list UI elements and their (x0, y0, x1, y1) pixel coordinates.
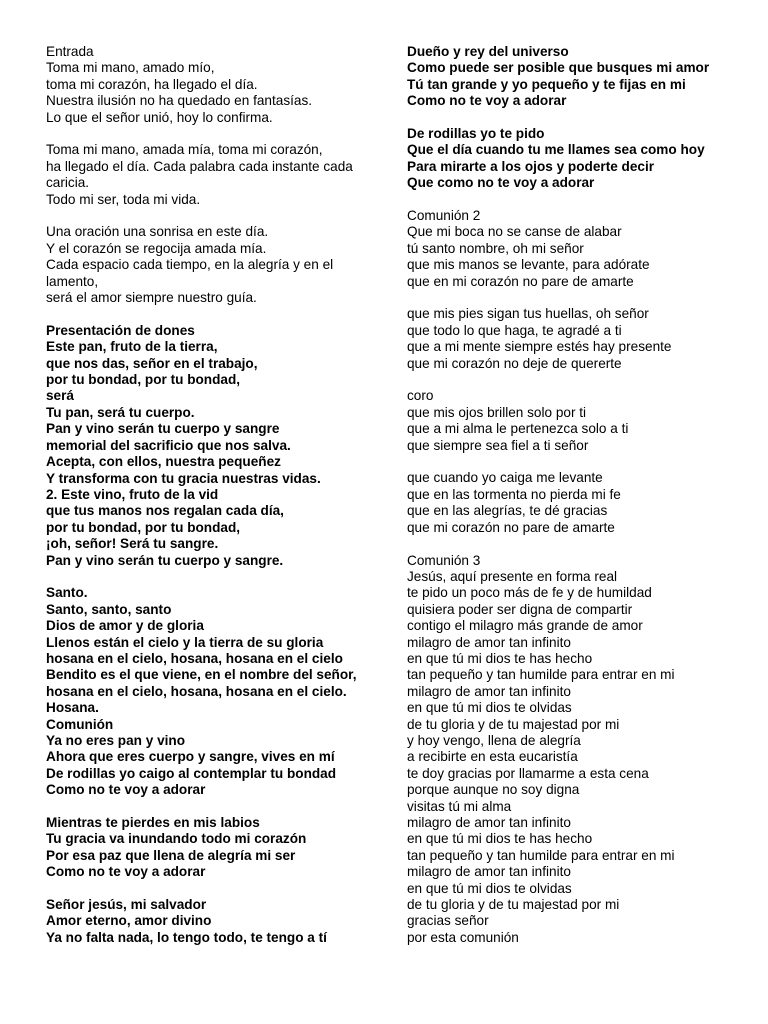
lyric-line: será (46, 388, 74, 404)
lyric-line: Entrada (46, 44, 94, 59)
right-column-stanza (407, 44, 727, 110)
lyric-line: visitas tú mi alma (407, 798, 512, 814)
lyric-line: que nos das, señor en el trabajo, (46, 355, 258, 371)
lyric-line: Pan y vino serán tu cuerpo y sangre. (46, 552, 284, 568)
lyric-line: de tu gloria y de tu majestad por mi (407, 897, 620, 913)
lyric-line: Dueño y rey del universo (407, 44, 569, 59)
lyric-line: Mientras te pierdes en mis labios (46, 815, 260, 831)
lyric-line: te pido un poco más de fe y de humildad (407, 585, 652, 601)
lyric-line: que mis manos se levante, para adórate (407, 257, 650, 273)
left-column-stanza (46, 323, 371, 569)
lyric-line: Ahora que eres cuerpo y sangre, vives en mí (46, 749, 335, 765)
lyric-line: Comunión 2 (407, 208, 481, 224)
lyric-line: en que tú mi dios te olvidas (407, 700, 572, 716)
lyric-line: Como no te voy a adorar (46, 782, 206, 798)
lyric-line: tan pequeño y tan humilde para entrar en mi (407, 667, 675, 683)
lyric-line: Como no te voy a adorar (407, 93, 567, 109)
lyric-line: Llenos están el cielo y la tierra de su gloria (46, 634, 324, 650)
lyric-line: Ya no eres pan y vino (46, 733, 186, 748)
lyric-line: por tu bondad, por tu bondad, (46, 519, 241, 535)
lyric-line: Santo. (46, 585, 88, 601)
lyric-line: Como no te voy a adorar (46, 864, 206, 880)
lyric-line: Todo mi ser, toda mi vida. (46, 191, 201, 207)
lyric-line: que mis ojos brillen solo por ti (407, 404, 587, 420)
lyric-line: que en mi corazón no pare de amarte (407, 273, 634, 289)
lyric-line: Que como no te voy a adorar (407, 175, 595, 191)
lyric-line: por esta comunión (407, 929, 519, 945)
lyric-line: Hosana. (46, 700, 99, 716)
lyric-line: que cuando yo caiga me levante (407, 470, 603, 486)
lyric-line: Santo, santo, santo (46, 601, 172, 617)
lyric-line: Dios de amor y de gloria (46, 618, 204, 634)
right-column-stanza (407, 306, 727, 372)
lyric-line: por tu bondad, por tu bondad, (46, 372, 241, 388)
lyric-line: Bendito es el que viene, en el nombre del señor, (46, 667, 357, 683)
lyric-line: que a mi alma le pertenezca solo a ti (407, 421, 629, 437)
lyric-line: Por esa paz que llena de alegría mi ser (46, 847, 296, 863)
lyric-line: milagro de amor tan infinito (407, 683, 571, 699)
lyric-line: Toma mi mano, amada mía, toma mi corazón, (46, 142, 323, 158)
lyric-line: será el amor siempre nuestro guía. (46, 290, 257, 306)
lyric-line: Y el corazón se regocija amada mía. (46, 240, 267, 256)
lyric-line: Presentación de dones (46, 322, 195, 338)
lyric-line: tan pequeño y tan humilde para entrar en mi (407, 847, 675, 863)
lyric-line: en que tú mi dios te has hecho (407, 650, 593, 666)
lyric-line: que en las tormenta no pierda mi fe (407, 486, 621, 502)
lyric-line: y hoy vengo, llena de alegría (407, 732, 581, 748)
lyric-line: que mi corazón no deje de quererte (407, 355, 622, 371)
right-column-stanza (407, 126, 727, 192)
lyric-line: milagro de amor tan infinito (407, 864, 571, 880)
lyric-line: Este pan, fruto de la tierra, (46, 339, 218, 355)
lyric-line: Como puede ser posible que busques mi amor (407, 60, 710, 76)
lyric-line: Y transforma con tu gracia nuestras vidas. (46, 470, 321, 486)
right-column-stanza (407, 208, 727, 290)
lyric-line: Una oración una sonrisa en este día. (46, 224, 269, 240)
lyric-line: que todo lo que haga, te agradé a ti (407, 322, 622, 338)
lyric-line: 2. Este vino, fruto de la vid (46, 486, 219, 502)
lyric-line: Tu gracia va inundando todo mi corazón (46, 831, 307, 847)
lyric-line: que mis pies sigan tus huellas, oh señor (407, 306, 649, 322)
left-column-stanza (46, 44, 371, 126)
lyric-line: lamento, (46, 273, 99, 289)
lyric-line: toma mi corazón, ha llegado el día. (46, 76, 258, 92)
lyric-line: Nuestra ilusión no ha quedado en fantasías. (46, 93, 313, 109)
lyric-line: Tu pan, será tu cuerpo. (46, 404, 195, 420)
lyric-line: milagro de amor tan infinito (407, 634, 571, 650)
lyric-line: a recibirte en esta eucaristía (407, 749, 578, 765)
lyric-line: Para mirarte a los ojos y poderte decir (407, 158, 655, 174)
right-column-stanza (407, 470, 727, 536)
lyric-line: de tu gloria y de tu majestad por mi (407, 716, 620, 732)
lyric-line: hosana en el cielo, hosana, hosana en el cielo (46, 650, 343, 666)
lyric-line: Que el día cuando tu me llames sea como hoy (407, 142, 705, 158)
lyric-line: Pan y vino serán tu cuerpo y sangre (46, 421, 280, 437)
lyric-line: Comunión (46, 716, 114, 732)
lyric-line: que a mi mente siempre estés hay presente (407, 339, 672, 355)
right-column-stanza (407, 388, 727, 454)
lyric-line: ¡oh, señor! Será tu sangre. (46, 536, 219, 552)
left-column-stanza (46, 224, 371, 306)
lyric-line: quisiera poder ser digna de compartir (407, 601, 633, 617)
lyric-line: hosana en el cielo, hosana, hosana en el cielo. (46, 683, 347, 699)
lyric-line: ha llegado el día. Cada palabra cada instante cada (46, 158, 353, 174)
lyric-line: Lo que el señor unió, hoy lo confirma. (46, 109, 273, 125)
lyric-line: te doy gracias por llamarme a esta cena (407, 765, 649, 781)
left-column-stanza (46, 142, 371, 208)
lyric-line: que en las alegrías, te dé gracias (407, 503, 608, 519)
lyric-line: milagro de amor tan infinito (407, 815, 571, 830)
lyric-line: Acepta, con ellos, nuestra pequeñez (46, 454, 281, 470)
lyric-line: que siempre sea fiel a ti señor (407, 437, 589, 453)
lyric-line: tú santo nombre, oh mi señor (407, 240, 584, 256)
lyric-line: contigo el milagro más grande de amor (407, 618, 643, 634)
lyric-line: gracias señor (407, 913, 489, 929)
lyric-line: Tú tan grande y yo pequeño y te fijas en mi (407, 76, 686, 92)
right-column-stanza (407, 553, 727, 947)
left-column-stanza (46, 897, 371, 946)
lyric-line: coro (407, 388, 434, 404)
left-column (46, 44, 371, 946)
lyric-line: Señor jesús, mi salvador (46, 897, 207, 913)
lyric-line: porque aunque no soy digna (407, 782, 580, 798)
lyric-line: Comunión 3 (407, 552, 481, 568)
lyric-line: Toma mi mano, amado mío, (46, 60, 215, 76)
lyric-line: Amor eterno, amor divino (46, 913, 212, 929)
left-column-stanza (46, 585, 371, 798)
right-column (407, 44, 727, 946)
left-column-stanza (46, 815, 371, 881)
lyric-line: De rodillas yo te pido (407, 126, 545, 142)
lyric-line: memorial del sacrificio que nos salva. (46, 437, 291, 453)
lyric-line: Que mi boca no se canse de alabar (407, 224, 622, 240)
lyric-line: en que tú mi dios te has hecho (407, 831, 593, 847)
lyric-line: Ya no falta nada, lo tengo todo, te tengo a tí (46, 929, 327, 945)
lyric-line: que mi corazón no pare de amarte (407, 519, 615, 535)
lyric-line: Jesús, aquí presente en forma real (407, 568, 618, 584)
lyric-line: De rodillas yo caigo al contemplar tu bondad (46, 765, 337, 781)
lyric-line: Cada espacio cada tiempo, en la alegría y en el (46, 257, 334, 273)
lyric-line: caricia. (46, 175, 90, 191)
lyric-line: en que tú mi dios te olvidas (407, 880, 572, 896)
lyric-line: que tus manos nos regalan cada día, (46, 503, 284, 519)
